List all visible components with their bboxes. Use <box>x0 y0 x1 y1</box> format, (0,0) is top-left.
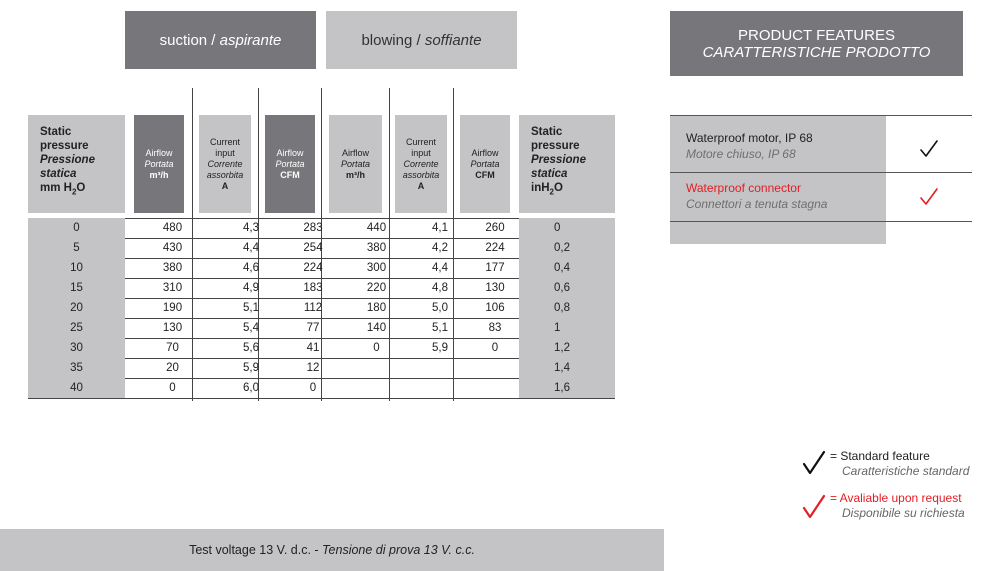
table-row <box>28 258 615 278</box>
suction-header-label: suction / <box>159 31 216 49</box>
cell-blowing-current: 5,9 <box>432 342 448 354</box>
table-row <box>28 298 615 318</box>
cell-blowing-m3h <box>344 378 409 398</box>
cell-suction-cfm: 224 <box>303 262 323 274</box>
features-title-en: PRODUCT FEATURES <box>738 26 895 44</box>
cell-pressure-inh2o: 0,4 <box>519 258 615 278</box>
cell-suction-m3h: 310 <box>162 282 183 294</box>
cell-pressure-inh2o: 0 <box>519 218 615 238</box>
blowing-airflow-m3h-header: Airflow Portata m³/h <box>329 115 382 213</box>
static-pressure-header-mm <box>28 115 125 213</box>
sp-unit: mm $H_2O$ <box>40 182 86 197</box>
cell-suction-cfm: 254 <box>303 242 323 254</box>
cell-blowing-m3h: 140 <box>366 322 387 334</box>
cell-pressure-mm: 10 <box>28 258 125 278</box>
legend-standard-label-it: Caratteristiche standard <box>842 464 970 478</box>
footer-label-it: Tensione di prova 13 V. c.c. <box>322 543 475 557</box>
cell-blowing-current: 5,0 <box>432 302 448 314</box>
cell-blowing-current <box>409 378 471 398</box>
blowing-header-label: blowing / <box>361 31 421 49</box>
cell-suction-cfm: 112 <box>303 302 323 314</box>
table-row <box>28 278 615 298</box>
features-title-it: CARATTERISTICHE PRODOTTO <box>702 43 931 61</box>
cell-blowing-cfm: 224 <box>485 242 505 254</box>
suction-current-header: Current input Corrente assorbita A <box>199 115 251 213</box>
cell-suction-cfm: 283 <box>303 222 323 234</box>
footer-label: Test voltage 13 V. d.c. - <box>189 543 319 557</box>
legend-request <box>830 491 965 521</box>
cell-blowing-m3h: 180 <box>366 302 387 314</box>
table-row-divider <box>28 398 615 399</box>
cell-blowing-m3h: 380 <box>366 242 387 254</box>
cell-blowing-current: 5,1 <box>432 322 448 334</box>
cell-pressure-inh2o: 1,4 <box>519 358 615 378</box>
cell-blowing-m3h: 300 <box>366 262 387 274</box>
cell-blowing-cfm: 83 <box>488 322 502 334</box>
cell-suction-cfm: 183 <box>303 282 323 294</box>
feature-label-it: Connettori a tenuta stagna <box>686 197 828 211</box>
cell-pressure-mm: 20 <box>28 298 125 318</box>
cell-suction-current: 4,4 <box>243 242 259 254</box>
cell-suction-current: 5,4 <box>243 322 259 334</box>
feature-label-it: Motore chiuso, IP 68 <box>686 147 796 161</box>
cell-blowing-m3h: 220 <box>366 282 387 294</box>
table-row <box>28 238 615 258</box>
cell-suction-cfm: 0 <box>309 382 317 394</box>
cell-pressure-mm: 40 <box>28 378 125 398</box>
cell-suction-cfm: 77 <box>306 322 320 334</box>
cell-suction-m3h: 190 <box>162 302 183 314</box>
suction-header-italic: aspirante <box>219 31 282 49</box>
sp-label-line-it: statica <box>531 168 568 180</box>
suction-airflow-m3h-header: Airflow Portata m³/h <box>134 115 184 213</box>
feature-label: Waterproof connector <box>686 181 801 195</box>
cell-blowing-cfm: 177 <box>485 262 505 274</box>
cell-suction-current: 6,0 <box>243 382 259 394</box>
sp-label-line-it: statica <box>40 168 77 180</box>
cell-pressure-inh2o: 0,6 <box>519 278 615 298</box>
cell-suction-m3h: 430 <box>162 242 183 254</box>
cell-suction-m3h: 0 <box>169 382 176 394</box>
feature-divider <box>670 172 972 173</box>
feature-item-waterproof-motor <box>686 130 813 162</box>
cell-pressure-inh2o: 1 <box>519 318 615 338</box>
cell-suction-m3h: 380 <box>162 262 183 274</box>
cell-blowing-cfm: 106 <box>485 302 505 314</box>
legend-request-check-icon <box>802 494 826 520</box>
cell-suction-m3h: 480 <box>162 222 183 234</box>
feature-item-waterproof-connector <box>686 180 827 212</box>
suction-header <box>125 11 316 69</box>
cell-pressure-inh2o: 0,8 <box>519 298 615 318</box>
sp-label-line-it: Pressione <box>531 154 586 166</box>
cell-blowing-current: 4,1 <box>432 222 448 234</box>
table-row <box>28 338 615 358</box>
sp-unit: inH$_2$O <box>531 182 563 197</box>
cell-blowing-cfm <box>471 358 519 378</box>
cell-blowing-m3h: 440 <box>366 222 387 234</box>
cell-pressure-mm: 5 <box>28 238 125 258</box>
legend-request-label-it: Disponibile su richiesta <box>842 506 965 520</box>
test-voltage-footer <box>0 529 664 571</box>
on-request-check-icon <box>919 187 939 207</box>
legend-request-label: = Avaliable upon request <box>830 491 962 505</box>
cell-suction-current: 5,1 <box>243 302 259 314</box>
cell-suction-m3h: 130 <box>162 322 183 334</box>
cell-suction-m3h: 20 <box>166 362 179 374</box>
feature-label: Waterproof motor, IP 68 <box>686 131 813 145</box>
cell-pressure-inh2o: 0,2 <box>519 238 615 258</box>
table-row <box>28 378 615 398</box>
sp-label-line: Static <box>531 126 563 138</box>
legend-standard-check-icon <box>802 450 826 476</box>
blowing-header <box>326 11 517 69</box>
cell-blowing-cfm <box>471 378 519 398</box>
cell-pressure-mm: 30 <box>28 338 125 358</box>
cell-blowing-cfm: 0 <box>491 342 499 354</box>
table-row <box>28 318 615 338</box>
cell-suction-cfm: 12 <box>306 362 320 374</box>
table-row <box>28 218 615 238</box>
cell-blowing-cfm: 260 <box>485 222 505 234</box>
suction-airflow-cfm-header: Airflow Portata CFM <box>265 115 315 213</box>
cell-suction-m3h: 70 <box>166 342 179 354</box>
cell-suction-current: 4,3 <box>243 222 259 234</box>
sp-label-line: Static <box>40 126 72 138</box>
feature-divider <box>670 221 972 222</box>
sp-label-line: pressure <box>531 140 580 152</box>
cell-suction-current: 4,9 <box>243 282 259 294</box>
cell-blowing-current <box>409 358 471 378</box>
cell-pressure-inh2o: 1,2 <box>519 338 615 358</box>
cell-pressure-mm: 35 <box>28 358 125 378</box>
blowing-header-italic: soffiante <box>424 31 482 49</box>
blowing-current-header: Current input Corrente assorbita A <box>395 115 447 213</box>
cell-pressure-mm: 25 <box>28 318 125 338</box>
cell-suction-current: 4,6 <box>243 262 259 274</box>
legend-standard <box>830 449 969 479</box>
cell-pressure-inh2o: 1,6 <box>519 378 615 398</box>
cell-suction-cfm: 41 <box>306 342 320 354</box>
standard-check-icon <box>919 139 939 159</box>
blowing-airflow-cfm-header: Airflow Portata CFM <box>460 115 510 213</box>
legend-standard-label: = Standard feature <box>830 449 930 463</box>
cell-blowing-m3h <box>344 358 409 378</box>
table-row <box>28 358 615 378</box>
product-features-title <box>670 11 963 76</box>
cell-suction-current: 5,9 <box>243 362 259 374</box>
static-pressure-header-in <box>519 115 615 213</box>
cell-suction-current: 5,6 <box>243 342 259 354</box>
cell-blowing-m3h: 0 <box>373 342 380 354</box>
feature-divider <box>670 115 972 116</box>
cell-pressure-mm: 0 <box>28 218 125 238</box>
cell-blowing-current: 4,2 <box>432 242 448 254</box>
sp-label-line: pressure <box>40 140 89 152</box>
cell-blowing-current: 4,8 <box>432 282 448 294</box>
cell-blowing-current: 4,4 <box>432 262 448 274</box>
sp-label-line-it: Pressione <box>40 154 95 166</box>
cell-pressure-mm: 15 <box>28 278 125 298</box>
cell-blowing-cfm: 130 <box>485 282 505 294</box>
